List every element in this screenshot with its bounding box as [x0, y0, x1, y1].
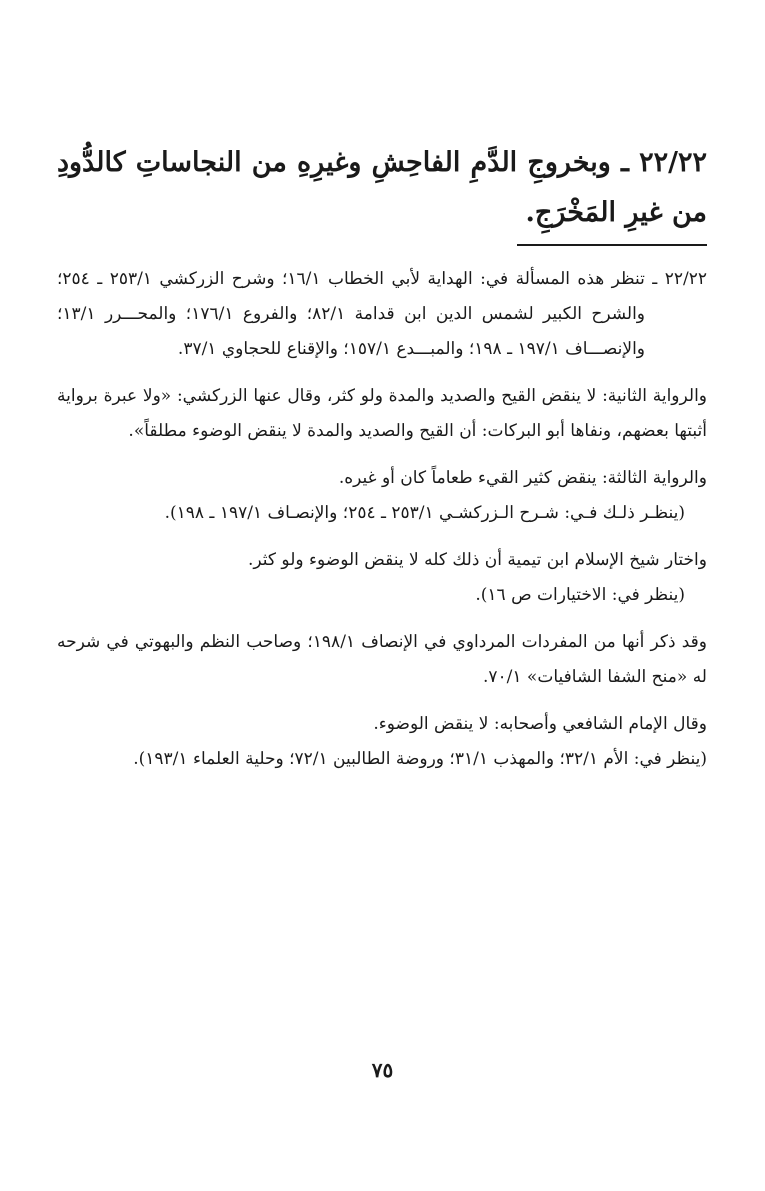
page-number: ٧٥	[371, 1058, 394, 1082]
footnote-citation: (ينظر في: الاختيارات ص ١٦).	[475, 585, 685, 605]
footnote-citation: (ينظـر ذلـك فـي: شـرح الـزركشـي ٢٥٣/١ ـ ٢٥٤؛ والإنصـاف ١٩٧/١ ـ ١٩٨).	[164, 503, 685, 523]
footnote-paragraph: وقد ذكر أنها من المفردات المرداوي في الإنصاف ١٩٨/١؛ وصاحب النظم والبهوتي في شرحه له «منح الشفا الشافيات» ٧٠/١.	[57, 632, 708, 687]
footnote-reference: ٢٢/٢٢ ـ تنظر هذه المسألة في: الهداية لأبي الخطاب ١٦/١؛ وشرح الزركشي ٢٥٣/١ ـ ٢٥٤؛ والشرح الكبير لشمس الدين ابن قدامة ٨٢/١؛ والفروع ١٧٦/١؛ والمحـــرر ١٣/١؛ والإنصـــاف ١٩٧/١ ـ ١٩٨؛ والمبـــدع ١٥٧/١؛ والإقناع للحجاوي ٣٧/١.	[57, 269, 707, 359]
footnote-paragraph: والرواية الثانية: لا ينقض القيح والصديد والمدة ولو كثر، وقال عنها الزركشي: «ولا عبرة برواية أثبتها بعضهم، ونفاها أبو البركات: أن القيح والصديد والمدة لا ينقض الوضوء مطلقاً».	[57, 386, 707, 441]
footnote-citation: (ينظر في: الأم ٣٢/١؛ والمهذب ٣١/١؛ وروضة الطالبين ٧٢/١؛ وحلية العلماء ١٩٣/١).	[133, 749, 707, 769]
footnote-paragraph: والرواية الثالثة: ينقض كثير القيء طعاماً كان أو غيره.	[338, 468, 707, 488]
footnote-paragraph: واختار شيخ الإسلام ابن تيمية أن ذلك كله لا ينقض الوضوء ولو كثر.	[248, 550, 707, 570]
footnote-paragraph: وقال الإمام الشافعي وأصحابه: لا ينقض الوضوء.	[373, 714, 707, 734]
main-text: ٢٢/٢٢ ـ وبخروجِ الدَّمِ الفاحِشِ وغيرِهِ من النجاساتِ كالدُّودِ من غيرِ المَخْرَجِ.	[57, 147, 707, 228]
footnotes	[57, 262, 707, 777]
footnote-separator	[517, 244, 707, 246]
